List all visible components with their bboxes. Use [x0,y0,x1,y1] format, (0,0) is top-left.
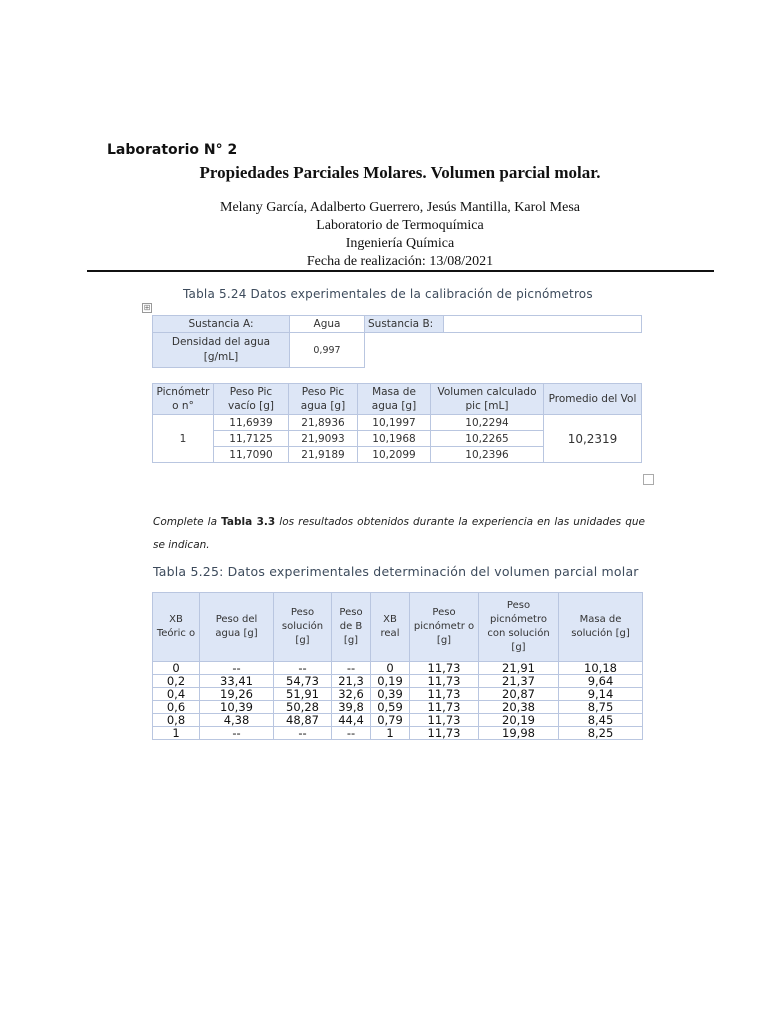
cell: 8,25 [559,727,643,740]
cell: 11,73 [410,662,479,675]
sustancia-b-value [444,316,642,333]
cell: -- [200,662,274,675]
cell: 0 [371,662,410,675]
instruction-table-ref: Tabla 3.3 [221,516,276,528]
instruction-text [153,511,645,557]
col-header: Promedio del Vol [544,384,642,415]
cell: 10,39 [200,701,274,714]
table-row [153,662,643,675]
cell: 11,73 [410,675,479,688]
cell: 0,2 [153,675,200,688]
cell: 20,19 [479,714,559,727]
table-524-calibration [152,383,642,463]
cell: 33,41 [200,675,274,688]
cell: 9,14 [559,688,643,701]
cell: 21,91 [479,662,559,675]
densidad-value: 0,997 [290,333,365,368]
cell: 19,98 [479,727,559,740]
header-divider [87,270,714,272]
document-title: Propiedades Parciales Molares. Volumen parcial molar. [199,163,601,182]
sustancia-a-value: Agua [290,316,365,333]
cell: 48,87 [274,714,332,727]
cell: 21,9189 [289,447,358,463]
cell: 11,73 [410,714,479,727]
program: Ingeniería Química [345,236,455,251]
resize-handle-icon[interactable] [643,474,654,485]
table-524-substances [152,315,642,368]
cell: 21,8936 [289,415,358,431]
cell: 1 [371,727,410,740]
promedio-vol: 10,2319 [544,415,642,463]
cell: 54,73 [274,675,332,688]
cell: 20,87 [479,688,559,701]
table-row [153,688,643,701]
cell: 0,79 [371,714,410,727]
cell: 11,73 [410,727,479,740]
cell: 51,91 [274,688,332,701]
instruction-pre: Complete la [153,516,222,528]
table-525-caption: Tabla 5.25: Datos experimentales determinación del volumen parcial molar [153,564,639,579]
cell: 0 [153,662,200,675]
authors: Melany García, Adalberto Guerrero, Jesús Mantilla, Karol Mesa [220,200,580,215]
cell: -- [274,727,332,740]
table-525-molar-volume [152,592,643,740]
cell: 11,7090 [214,447,289,463]
cell: 0,8 [153,714,200,727]
cell: 8,45 [559,714,643,727]
table-row [153,415,642,431]
cell: 10,18 [559,662,643,675]
cell: 21,37 [479,675,559,688]
col-header: Peso picnómetro con solución [g] [479,593,559,662]
table-row [153,727,643,740]
cell: 1 [153,727,200,740]
move-handle-icon[interactable]: ⊞ [143,303,151,312]
col-header: Masa de agua [g] [358,384,431,415]
cell: 39,8 [332,701,371,714]
col-header: Volumen calculado pic [mL] [431,384,544,415]
cell: 10,2265 [431,431,544,447]
cell: -- [332,727,371,740]
densidad-label: Densidad del agua [g/mL] [153,333,290,368]
cell: 0,4 [153,688,200,701]
cell: 9,64 [559,675,643,688]
cell: 11,7125 [214,431,289,447]
sustancia-a-label: Sustancia A: [153,316,290,333]
cell: 21,3 [332,675,371,688]
col-header: Masa de solución [g] [559,593,643,662]
picnometro-number: 1 [153,415,214,463]
cell: -- [274,662,332,675]
course: Laboratorio de Termoquímica [316,218,484,233]
col-header: XB Teóric o [153,593,200,662]
cell: 10,2396 [431,447,544,463]
cell: 21,9093 [289,431,358,447]
col-header: Peso de B [g] [332,593,371,662]
col-header: Peso solución [g] [274,593,332,662]
cell: 0,59 [371,701,410,714]
table-row [153,675,643,688]
cell: 0,6 [153,701,200,714]
cell: 0,19 [371,675,410,688]
col-header: Peso Pic vacío [g] [214,384,289,415]
cell: 11,73 [410,701,479,714]
cell: 10,1968 [358,431,431,447]
cell: -- [200,727,274,740]
cell: 44,4 [332,714,371,727]
cell: 10,2294 [431,415,544,431]
cell: 32,6 [332,688,371,701]
cell: 11,73 [410,688,479,701]
sustancia-b-label: Sustancia B: [365,316,444,333]
col-header: Picnómetr o n° [153,384,214,415]
table-524-caption: Tabla 5.24 Datos experimentales de la calibración de picnómetros [183,287,593,301]
col-header: Peso del agua [g] [200,593,274,662]
cell: 10,2099 [358,447,431,463]
col-header: XB real [371,593,410,662]
col-header: Peso Pic agua [g] [289,384,358,415]
cell: 19,26 [200,688,274,701]
cell: 0,39 [371,688,410,701]
col-header: Peso picnómetr o [g] [410,593,479,662]
lab-number: Laboratorio N° 2 [107,142,238,158]
date: Fecha de realización: 13/08/2021 [306,254,494,269]
cell: 11,6939 [214,415,289,431]
cell: 20,38 [479,701,559,714]
cell: 50,28 [274,701,332,714]
table-row [153,701,643,714]
instruction-post: los resultados obtenidos durante la experiencia en las unidades que se indican. [153,516,646,551]
cell: 8,75 [559,701,643,714]
cell: -- [332,662,371,675]
cell: 4,38 [200,714,274,727]
table-row [153,714,643,727]
cell: 10,1997 [358,415,431,431]
